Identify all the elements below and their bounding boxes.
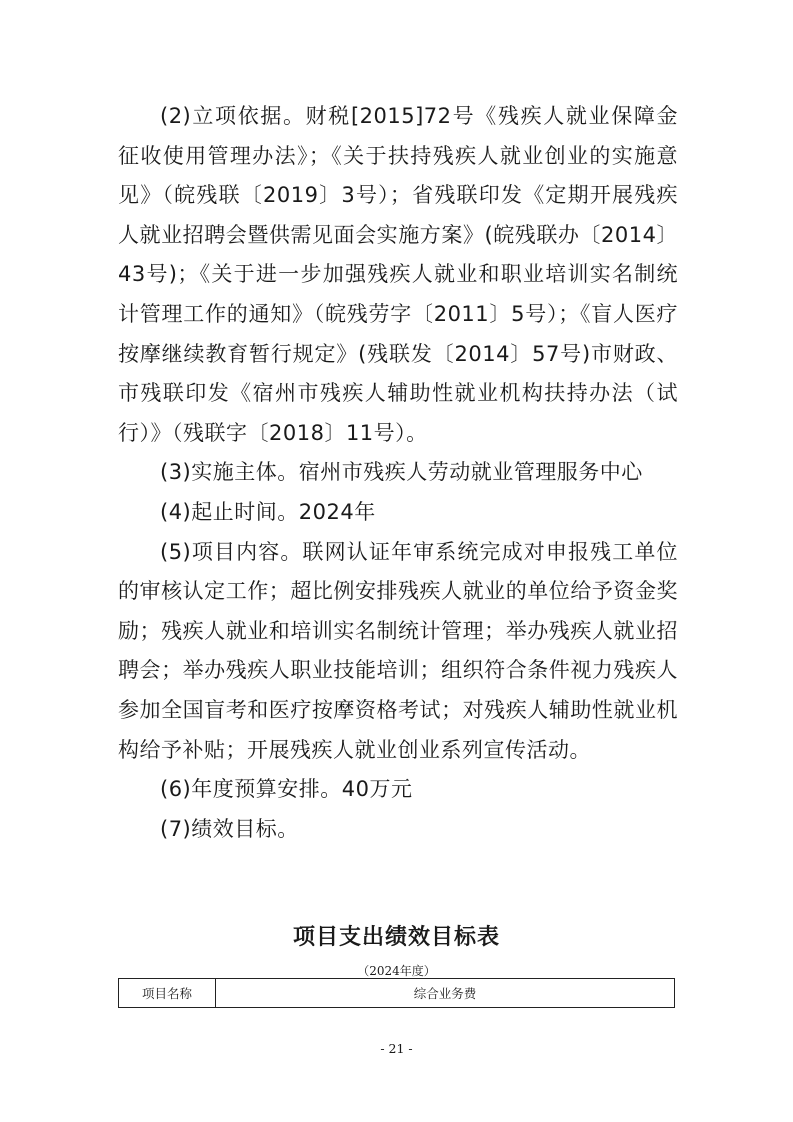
paragraph-subject: (3)实施主体。宿州市残疾人劳动就业管理服务中心	[160, 460, 643, 485]
paragraph-content: (5)项目内容。联网认证年审系统完成对申报残工单位的审核认定工作；超比例安排残疾人就业的单位给予资金奖励；残疾人就业和培训实名制统计管理；举办残疾人就业招聘会；举办残疾人职业技能培训；组织符合条件视力残疾人参加全国盲考和医疗按摩资格考试；对残疾人辅助性就业机构给予补贴；开展残疾人就业创业系列宣传活动。	[118, 539, 678, 762]
paragraph-goals: (7)绩效目标。	[160, 816, 299, 841]
paragraph-budget: (6)年度预算安排。40万元	[160, 777, 413, 802]
project-name-label: 项目名称	[119, 979, 216, 1008]
table-year: （2024年度）	[357, 964, 436, 978]
body-text	[118, 97, 678, 849]
performance-table	[118, 978, 675, 1008]
table-row	[119, 979, 675, 1008]
project-name-value: 综合业务费	[216, 979, 675, 1008]
page-number: - 21 -	[380, 1041, 413, 1056]
paragraph-basis: (2)立项依据。财税[2015]72号《残疾人就业保障金征收使用管理办法》；《关于扶持残疾人就业创业的实施意见》（皖残联〔2019〕3号）；省残联印发《定期开展残疾人就业招聘会暨供需见面会实施方案》(皖残联办〔2014〕43号)；《关于进一步加强残疾人就业和职业培训实名制统计管理工作的通知》（皖残劳字〔2011〕5号）；《盲人医疗按摩继续教育暂行规定》(残联发〔2014〕57号)市财政、市残联印发《宿州市残疾人辅助性就业机构扶持办法（试行）》（残联字〔2018〕11号）。	[118, 104, 678, 445]
table-title: 项目支出绩效目标表	[292, 924, 500, 950]
paragraph-period: (4)起止时间。2024年	[160, 499, 376, 524]
